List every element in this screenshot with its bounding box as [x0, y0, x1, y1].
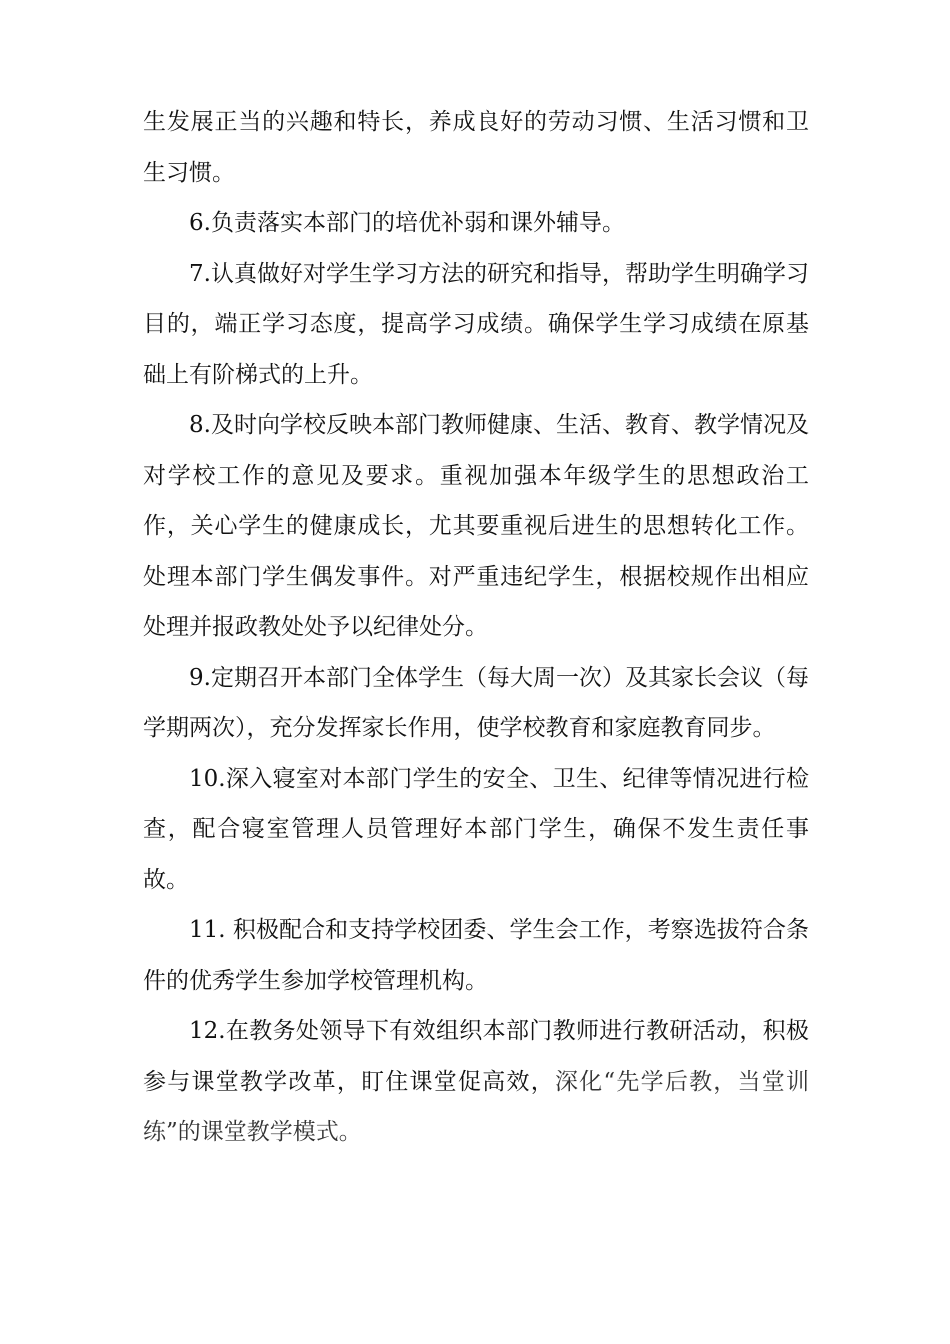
- paragraph-item-6: [143, 198, 809, 249]
- paragraph-text: 9.定期召开本部门全体学生（每大周一次）及其家长会议（每学期两次），充分发挥家长作用，使学校教育和家庭教育同步。: [143, 664, 809, 741]
- paragraph-text: 6.负责落实本部门的培优补弱和课外辅导。: [189, 210, 625, 236]
- paragraph-item-12: [143, 1006, 809, 1158]
- paragraph-item-7: [143, 249, 809, 401]
- paragraph-item-9: [143, 653, 809, 754]
- paragraph-text-highlight: 深化“先学后教，当堂训练”的课堂教学模式。: [143, 1068, 810, 1145]
- paragraph-item-10: [143, 754, 809, 906]
- paragraph-item-11: [143, 905, 809, 1006]
- paragraph-text: 7.认真做好对学生学习方法的研究和指导，帮助学生明确学习目的，端正学习态度，提高学习成绩。确保学生学习成绩在原基础上有阶梯式的上升。: [143, 260, 809, 388]
- paragraph-text: 12.在教务处领导下有效组织本部门教师进行教研活动，积极参与课堂教学改革，盯住课堂促高效，: [143, 1018, 809, 1095]
- paragraph-text: 生发展正当的兴趣和特长，养成良好的劳动习惯、生活习惯和卫生习惯。: [143, 109, 809, 186]
- paragraph-text: 10.深入寝室对本部门学生的安全、卫生、纪律等情况进行检查，配合寝室管理人员管理好本部门学生，确保不发生责任事故。: [143, 765, 809, 893]
- paragraph-text: 8.及时向学校反映本部门教师健康、生活、教育、教学情况及对学校工作的意见及要求。重视加强本年级学生的思想政治工作，关心学生的健康成长，尤其要重视后进生的思想转化工作。处理本部门学生偶发事件。对严重违纪学生，根据校规作出相应处理并报政教处处予以纪律处分。: [143, 412, 809, 640]
- document-body: [143, 97, 809, 1158]
- paragraph-item-8: [143, 400, 809, 653]
- paragraph-continuation: [143, 97, 809, 198]
- paragraph-text: 11. 积极配合和支持学校团委、学生会工作，考察选拔符合条件的优秀学生参加学校管理机构。: [143, 917, 809, 994]
